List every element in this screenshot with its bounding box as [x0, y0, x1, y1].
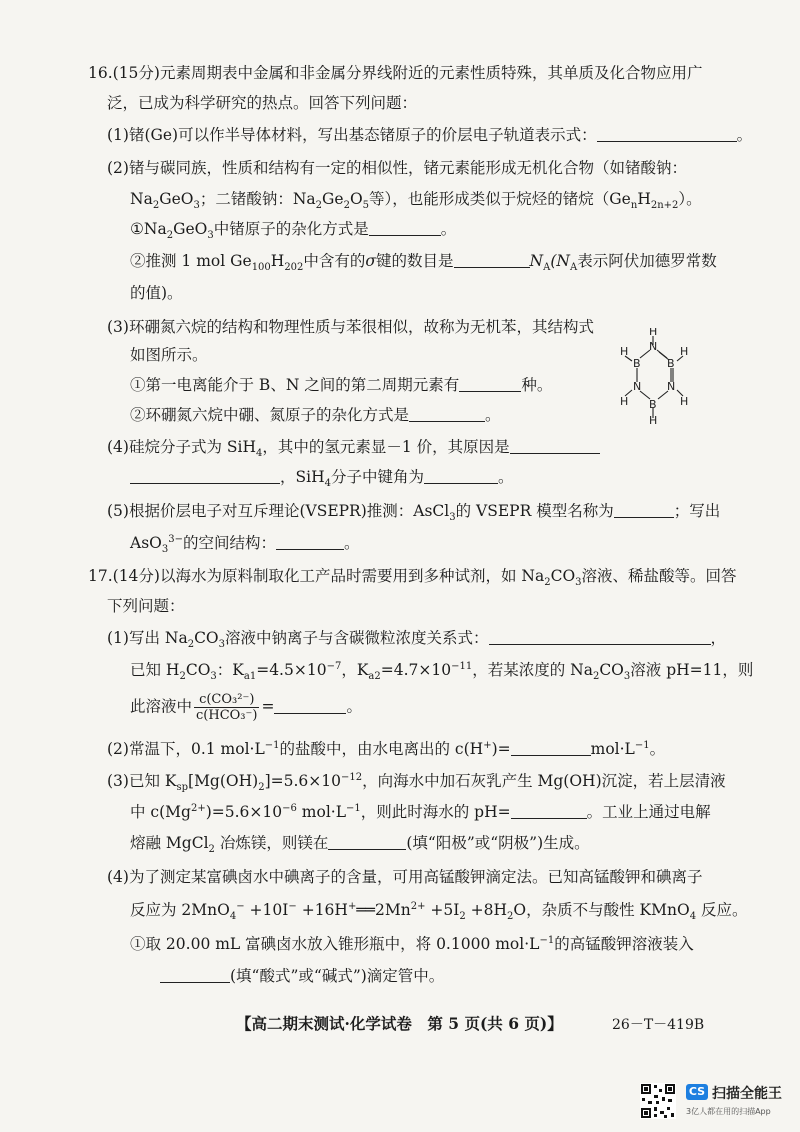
- q17-part4-q1-line1: ①取 20.00 mL 富碘卤水放入锥形瓶中，将 0.1000 $mol\cdot L^{-1}$的高锰酸钾溶液装入: [130, 934, 694, 953]
- answer-blank[interactable]: [597, 125, 737, 142]
- atom-label: N: [649, 340, 658, 353]
- q17-part1-line1: (1)写出 $Na_2CO_3$溶液中钠离子与含碳微粒浓度关系式： ，: [107, 629, 727, 651]
- exam-code: 26－T－419B: [612, 1017, 705, 1033]
- page-footer: 【高二期末测试·化学试卷 第 5 页(共 6 页)】: [236, 1014, 563, 1033]
- atom-label: H: [620, 345, 629, 358]
- q17-part3-line1: (3)已知 $K_{sp}[Mg(OH)_2]=5.6\times 10^{-12}$，向海水中加石灰乳产生 Mg(OH)沉淀，若上层清液: [107, 771, 726, 794]
- answer-blank[interactable]: [489, 628, 711, 645]
- answer-blank[interactable]: [274, 697, 346, 714]
- answer-blank[interactable]: [130, 467, 280, 484]
- atom-label: B: [649, 398, 657, 411]
- camscanner-logo: CS: [686, 1084, 708, 1100]
- answer-blank[interactable]: [424, 467, 498, 484]
- q16-intro-line2: 泛，已成为科学研究的热点。回答下列问题：: [107, 94, 418, 112]
- atom-label: N: [667, 380, 676, 393]
- atom-label: N: [633, 380, 642, 393]
- q16-intro-line1: 16.(15分)元素周期表中金属和非金属分界线附近的元素性质特殊，其单质及化合物应用广: [88, 64, 703, 82]
- q16-part2-q2-cont: 的值)。: [130, 284, 183, 302]
- q16-part3-q1: ①第一电离能介于 B、N 之间的第二周期元素有 种。: [130, 376, 553, 394]
- atom-label: B: [667, 357, 675, 370]
- answer-blank[interactable]: [454, 251, 530, 268]
- atom-label: H: [620, 395, 629, 408]
- borazine-structure-diagram: [620, 328, 690, 424]
- q17-part1-line2: 已知 $H_2CO_3$：$K_{a1}=4.5\times 10^{-7}$，$K_{a2}=4.7\times 10^{-11}$，若某浓度的 $Na_2CO_3$溶液 pH=11，则: [130, 660, 754, 683]
- q17-part2: (2)常温下，0.1 $mol\cdot L^{-1}$的盐酸中，由水电离出的 $c(H^+)= mol\cdot L^{-1}$。: [107, 739, 666, 758]
- q16-part5-line2: AsO$_3^{3-}$的空间结构： 。: [130, 533, 360, 556]
- q16-part2-q1: $①Na_2GeO_3$中锗原子的杂化方式是 。: [130, 220, 457, 242]
- answer-blank[interactable]: [409, 405, 485, 422]
- q16-part2-line2: $Na_2GeO_3$；二锗酸钠：$Na_2Ge_2O_5$等），也能形成类似于烷烃的锗烷$(Ge_nH_{2n+2})$。: [130, 190, 702, 212]
- q16-part3-line1: (3)环硼氮六烷的结构和物理性质与苯很相似，故称为无机苯，其结构式: [107, 318, 594, 336]
- q16-part1: (1)锗(Ge)可以作半导体材料，写出基态锗原子的价层电子轨道表示式： 。: [107, 126, 753, 144]
- q16-part3-line2: 如图所示。: [130, 346, 208, 364]
- answer-blank[interactable]: [614, 501, 674, 518]
- answer-blank[interactable]: [459, 375, 521, 392]
- answer-blank[interactable]: [276, 533, 344, 550]
- q17-part4-line1: (4)为了测定某富碘卤水中碘离子的含量，可用高锰酸钾滴定法。已知高锰酸钾和碘离子: [107, 868, 703, 886]
- q17-part4-q1-line2: (填“酸式”或“碱式”)滴定管中。: [160, 965, 444, 987]
- answer-blank[interactable]: [510, 437, 600, 454]
- answer-blank[interactable]: [511, 739, 591, 756]
- scanner-app-name: 扫描全能王: [712, 1086, 782, 1102]
- q17-part4-line2: 反应为 $2MnO_4^- +10I^- +16H^+══2Mn^{2+} +5I_2 +8H_2O$，杂质不与酸性 KMnO$_4$ 反应。: [130, 900, 748, 923]
- q17-intro-line2: 下列问题：: [107, 597, 185, 615]
- answer-blank[interactable]: [160, 966, 230, 983]
- answer-blank[interactable]: [328, 833, 406, 850]
- q16-part3-q2: ②环硼氮六烷中硼、氮原子的杂化方式是 。: [130, 406, 501, 424]
- q17-part3-line2: 中 $c(Mg^{2+})=5.6\times 10^{-6}$ $mol\cdot L^{-1}$，则此时海水的 pH= 。工业上通过电解: [130, 802, 711, 821]
- atom-label: B: [633, 357, 641, 370]
- q16-part5-line1: (5)根据价层电子对互斥理论(VSEPR)推测：AsCl$_3$的 VSEPR 模型名称为 ；写出: [107, 502, 721, 524]
- q16-part4-line1: (4)硅烷分子式为 SiH$_4$，其中的氢元素显－1 价，其原因是: [107, 436, 600, 458]
- q16-part2-line1: (2)锗与碳同族，性质和结构有一定的相似性，锗元素能形成无机化合物（如锗酸钠：: [107, 159, 687, 177]
- atom-label: H: [680, 345, 689, 358]
- atom-label: H: [649, 414, 658, 424]
- scanner-tagline: 3亿人都在用的扫描App: [686, 1107, 771, 1116]
- qr-code-icon: [640, 1083, 676, 1119]
- answer-blank[interactable]: [511, 802, 587, 819]
- atom-label: H: [649, 328, 658, 338]
- q17-part3-line3: 熔融 MgCl$_2$ 冶炼镁，则镁在 (填“阳极”或“阴极”)生成。: [130, 834, 590, 856]
- q17-intro-line1: 17.(14分)以海水为原料制取化工产品时需要用到多种试剂，如 $Na_2CO_3$溶液、稀盐酸等。回答: [88, 567, 737, 589]
- concentration-ratio: $\frac{\text{c(CO₃²⁻)}}{\text{c(HCO₃⁻)}}$: [196, 692, 258, 723]
- atom-label: H: [680, 395, 689, 408]
- q17-part1-line3: 此溶液中 $\frac{\text{c(CO₃²⁻)}}{\text{c(HCO₃⁻)}}$ = 。: [130, 692, 362, 723]
- answer-blank[interactable]: [369, 219, 441, 236]
- q16-part4-line2: ，SiH$_4$分子中键角为 。: [130, 466, 514, 488]
- q16-part2-q2: ②推测 1 mol $Ge_{100}H_{202}$中含有的σ键的数目是 $N_A(N_A$表示阿伏加德罗常数: [130, 252, 717, 274]
